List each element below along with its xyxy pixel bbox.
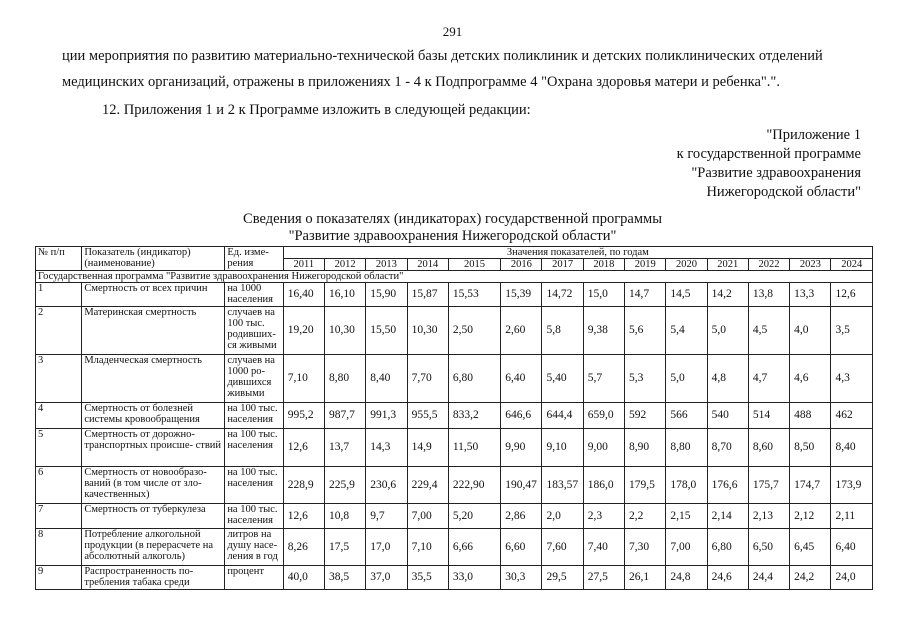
header-year: 2012 — [325, 259, 366, 271]
value-cell: 13,3 — [790, 283, 831, 307]
value-cell: 987,7 — [325, 403, 366, 429]
row-number: 5 — [36, 429, 82, 467]
row-number: 7 — [36, 504, 82, 529]
row-number: 3 — [36, 355, 82, 403]
value-cell: 10,8 — [325, 504, 366, 529]
header-year: 2014 — [407, 259, 448, 271]
value-cell: 8,80 — [666, 429, 707, 467]
paragraph-line-3: 12. Приложения 1 и 2 к Программе изложить в следующей редакции: — [102, 102, 531, 118]
unit-cell: на 1000 населения — [225, 283, 283, 307]
value-cell: 8,90 — [625, 429, 666, 467]
header-year: 2017 — [542, 259, 583, 271]
value-cell: 10,30 — [407, 307, 448, 355]
value-cell: 4,0 — [790, 307, 831, 355]
table-row — [36, 307, 873, 355]
table-row — [36, 529, 873, 566]
value-cell: 17,5 — [325, 529, 366, 566]
header-year: 2013 — [366, 259, 407, 271]
indicator-name: Материнская смертность — [82, 307, 225, 355]
row-number: 4 — [36, 403, 82, 429]
value-cell: 5,0 — [666, 355, 707, 403]
value-cell: 2,11 — [831, 504, 873, 529]
table-row — [36, 403, 873, 429]
value-cell: 2,50 — [448, 307, 500, 355]
value-cell: 37,0 — [366, 566, 407, 590]
value-cell: 4,3 — [831, 355, 873, 403]
value-cell: 24,0 — [831, 566, 873, 590]
value-cell: 6,50 — [748, 529, 789, 566]
value-cell: 462 — [831, 403, 873, 429]
header-year: 2020 — [666, 259, 707, 271]
value-cell: 566 — [666, 403, 707, 429]
value-cell: 40,0 — [283, 566, 324, 590]
table-row — [36, 283, 873, 307]
value-cell: 991,3 — [366, 403, 407, 429]
unit-cell: случаев на 100 тыс. родивших- ся живыми — [225, 307, 283, 355]
value-cell: 488 — [790, 403, 831, 429]
value-cell: 24,2 — [790, 566, 831, 590]
value-cell: 6,66 — [448, 529, 500, 566]
value-cell: 995,2 — [283, 403, 324, 429]
value-cell: 173,9 — [831, 467, 873, 504]
row-number: 9 — [36, 566, 82, 590]
value-cell: 5,8 — [542, 307, 583, 355]
appendix-line-3: "Развитие здравоохранения — [691, 165, 861, 181]
value-cell: 540 — [707, 403, 748, 429]
row-number: 1 — [36, 283, 82, 307]
paragraph-line-2: медицинских организаций, отражены в приложениях 1 - 4 к Подпрограмме 4 "Охрана здоровья матери и ребенка".". — [62, 74, 780, 90]
value-cell: 7,00 — [407, 504, 448, 529]
indicator-name: Смертность от туберкулеза — [82, 504, 225, 529]
table-row — [36, 355, 873, 403]
value-cell: 955,5 — [407, 403, 448, 429]
value-cell: 4,7 — [748, 355, 789, 403]
value-cell: 4,8 — [707, 355, 748, 403]
value-cell: 6,60 — [501, 529, 542, 566]
value-cell: 29,5 — [542, 566, 583, 590]
value-cell: 26,1 — [625, 566, 666, 590]
header-year: 2024 — [831, 259, 873, 271]
value-cell: 14,9 — [407, 429, 448, 467]
appendix-heading — [677, 126, 861, 202]
table-row — [36, 467, 873, 504]
value-cell: 8,40 — [366, 355, 407, 403]
header-indicator: Показатель (индикатор) (наименование) — [82, 247, 225, 271]
value-cell: 2,14 — [707, 504, 748, 529]
value-cell: 9,00 — [583, 429, 624, 467]
value-cell: 8,50 — [790, 429, 831, 467]
value-cell: 16,10 — [325, 283, 366, 307]
value-cell: 14,5 — [666, 283, 707, 307]
value-cell: 592 — [625, 403, 666, 429]
value-cell: 174,7 — [790, 467, 831, 504]
table-title-line-1: Сведения о показателях (индикаторах) государственной программы — [243, 211, 662, 227]
indicators-table — [35, 246, 873, 590]
table-title — [0, 211, 905, 245]
value-cell: 222,90 — [448, 467, 500, 504]
header-year: 2022 — [748, 259, 789, 271]
value-cell: 8,80 — [325, 355, 366, 403]
unit-cell: на 100 тыс. населения — [225, 429, 283, 467]
value-cell: 2,0 — [542, 504, 583, 529]
value-cell: 13,8 — [748, 283, 789, 307]
value-cell: 228,9 — [283, 467, 324, 504]
value-cell: 225,9 — [325, 467, 366, 504]
value-cell: 12,6 — [283, 429, 324, 467]
value-cell: 15,0 — [583, 283, 624, 307]
value-cell: 5,40 — [542, 355, 583, 403]
value-cell: 15,90 — [366, 283, 407, 307]
value-cell: 33,0 — [448, 566, 500, 590]
indicator-name: Младенческая смертность — [82, 355, 225, 403]
value-cell: 3,5 — [831, 307, 873, 355]
value-cell: 17,0 — [366, 529, 407, 566]
value-cell: 179,5 — [625, 467, 666, 504]
value-cell: 8,70 — [707, 429, 748, 467]
indicator-name: Потребление алкогольной продукции (в перерасчете на абсолютный алкоголь) — [82, 529, 225, 566]
table-row — [36, 566, 873, 590]
value-cell: 8,40 — [831, 429, 873, 467]
row-number: 8 — [36, 529, 82, 566]
value-cell: 190,47 — [501, 467, 542, 504]
indicator-name: Смертность от болезней системы кровообращения — [82, 403, 225, 429]
value-cell: 646,6 — [501, 403, 542, 429]
value-cell: 7,60 — [542, 529, 583, 566]
table-row — [36, 429, 873, 467]
value-cell: 2,2 — [625, 504, 666, 529]
value-cell: 7,30 — [625, 529, 666, 566]
header-year: 2023 — [790, 259, 831, 271]
value-cell: 9,90 — [501, 429, 542, 467]
header-unit: Ед. изме- рения — [225, 247, 283, 271]
value-cell: 6,80 — [448, 355, 500, 403]
value-cell: 230,6 — [366, 467, 407, 504]
value-cell: 833,2 — [448, 403, 500, 429]
value-cell: 8,26 — [283, 529, 324, 566]
value-cell: 2,86 — [501, 504, 542, 529]
value-cell: 5,20 — [448, 504, 500, 529]
value-cell: 19,20 — [283, 307, 324, 355]
value-cell: 5,3 — [625, 355, 666, 403]
header-year: 2018 — [583, 259, 624, 271]
unit-cell: на 100 тыс. населения — [225, 403, 283, 429]
value-cell: 6,40 — [501, 355, 542, 403]
row-number: 2 — [36, 307, 82, 355]
value-cell: 16,40 — [283, 283, 324, 307]
value-cell: 176,6 — [707, 467, 748, 504]
header-year: 2016 — [501, 259, 542, 271]
unit-cell: на 100 тыс. населения — [225, 504, 283, 529]
value-cell: 183,57 — [542, 467, 583, 504]
value-cell: 24,8 — [666, 566, 707, 590]
value-cell: 15,50 — [366, 307, 407, 355]
value-cell: 27,5 — [583, 566, 624, 590]
value-cell: 229,4 — [407, 467, 448, 504]
value-cell: 30,3 — [501, 566, 542, 590]
value-cell: 24,6 — [707, 566, 748, 590]
value-cell: 7,10 — [407, 529, 448, 566]
section-label: Государственная программа "Развитие здравоохранения Нижегородской области" — [36, 271, 873, 283]
appendix-line-2: к государственной программе — [676, 146, 861, 162]
indicator-name: Распространенность по- требления табака среди — [82, 566, 225, 590]
value-cell: 9,10 — [542, 429, 583, 467]
value-cell: 15,87 — [407, 283, 448, 307]
value-cell: 6,80 — [707, 529, 748, 566]
unit-cell: на 100 тыс. населения — [225, 467, 283, 504]
appendix-line-1: "Приложение 1 — [766, 127, 861, 143]
value-cell: 2,3 — [583, 504, 624, 529]
value-cell: 38,5 — [325, 566, 366, 590]
value-cell: 35,5 — [407, 566, 448, 590]
unit-cell: процент — [225, 566, 283, 590]
appendix-line-4: Нижегородской области" — [706, 184, 861, 200]
value-cell: 8,60 — [748, 429, 789, 467]
table-title-line-2: "Развитие здравоохранения Нижегородской области" — [288, 228, 617, 244]
value-cell: 4,5 — [748, 307, 789, 355]
header-year: 2019 — [625, 259, 666, 271]
value-cell: 175,7 — [748, 467, 789, 504]
header-year: 2021 — [707, 259, 748, 271]
value-cell: 6,45 — [790, 529, 831, 566]
value-cell: 11,50 — [448, 429, 500, 467]
header-year: 2011 — [283, 259, 324, 271]
value-cell: 6,40 — [831, 529, 873, 566]
value-cell: 10,30 — [325, 307, 366, 355]
value-cell: 2,15 — [666, 504, 707, 529]
value-cell: 14,2 — [707, 283, 748, 307]
value-cell: 9,7 — [366, 504, 407, 529]
page-number: 291 — [442, 24, 463, 39]
value-cell: 644,4 — [542, 403, 583, 429]
value-cell: 4,6 — [790, 355, 831, 403]
value-cell: 24,4 — [748, 566, 789, 590]
value-cell: 7,10 — [283, 355, 324, 403]
value-cell: 15,39 — [501, 283, 542, 307]
value-cell: 5,7 — [583, 355, 624, 403]
indicator-name: Смертность от новообразо- ваний (в том числе от зло- качественных) — [82, 467, 225, 504]
indicator-name: Смертность от дорожно- транспортных происше- ствий — [82, 429, 225, 467]
value-cell: 5,4 — [666, 307, 707, 355]
value-cell: 12,6 — [831, 283, 873, 307]
value-cell: 514 — [748, 403, 789, 429]
value-cell: 13,7 — [325, 429, 366, 467]
value-cell: 186,0 — [583, 467, 624, 504]
value-cell: 9,38 — [583, 307, 624, 355]
value-cell: 7,70 — [407, 355, 448, 403]
table-row — [36, 504, 873, 529]
unit-cell: случаев на 1000 ро- дившихся живыми — [225, 355, 283, 403]
value-cell: 178,0 — [666, 467, 707, 504]
value-cell: 7,40 — [583, 529, 624, 566]
header-values-group: Значения показателей, по годам — [283, 247, 872, 259]
header-num: № п/п — [36, 247, 82, 271]
value-cell: 14,3 — [366, 429, 407, 467]
value-cell: 14,72 — [542, 283, 583, 307]
header-year: 2015 — [448, 259, 500, 271]
unit-cell: литров на душу насе- ления в год — [225, 529, 283, 566]
value-cell: 15,53 — [448, 283, 500, 307]
value-cell: 2,60 — [501, 307, 542, 355]
value-cell: 2,12 — [790, 504, 831, 529]
paragraph-line-1: ции мероприятия по развитию материально-технической базы детских поликлиник и детских поликлинических отделений — [62, 48, 823, 64]
row-number: 6 — [36, 467, 82, 504]
value-cell: 12,6 — [283, 504, 324, 529]
value-cell: 7,00 — [666, 529, 707, 566]
value-cell: 659,0 — [583, 403, 624, 429]
indicator-name: Смертность от всех причин — [82, 283, 225, 307]
value-cell: 2,13 — [748, 504, 789, 529]
value-cell: 14,7 — [625, 283, 666, 307]
value-cell: 5,6 — [625, 307, 666, 355]
value-cell: 5,0 — [707, 307, 748, 355]
